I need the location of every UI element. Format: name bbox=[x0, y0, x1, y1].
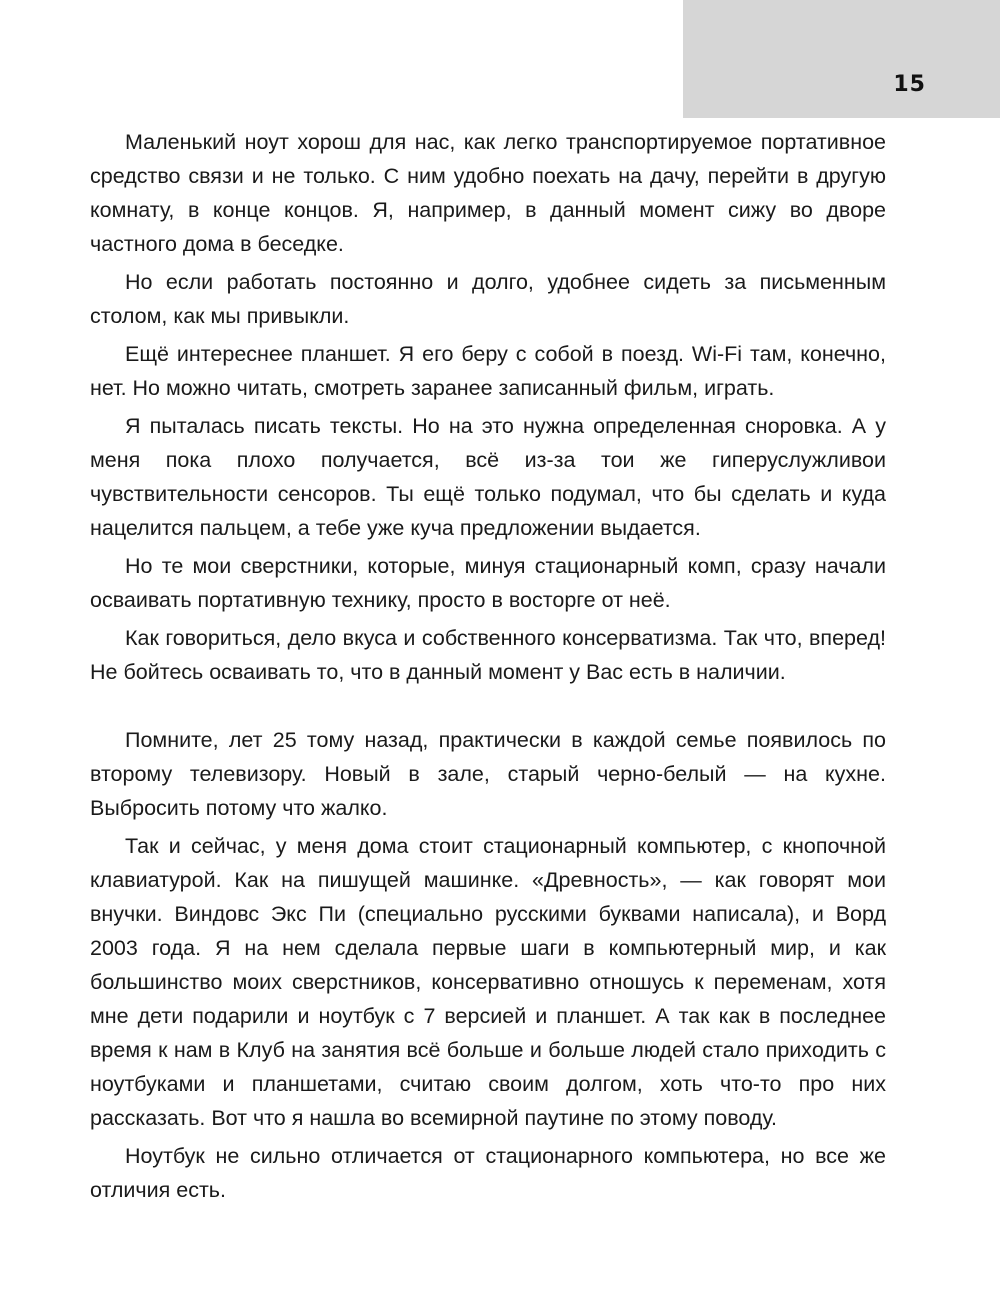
paragraph: Но те мои сверстники, которые, минуя стационарный комп, сразу начали осваивать портативную технику, просто в восторге от неё. bbox=[90, 554, 886, 612]
paragraph: Как говориться, дело вкуса и собственного консерватизма. Так что, вперед! Не бойтесь осваивать то, что в данный момент у Вас есть в наличии. bbox=[90, 626, 886, 684]
paragraph: Ноутбук не сильно отличается от стационарного компьютера, но все же отличия есть. bbox=[90, 1144, 886, 1202]
paragraph: Ещё интереснее планшет. Я его беру с собой в поезд. Wi-Fi там, конечно, нет. Но можно читать, смотреть заранее записанный фильм, играть. bbox=[90, 342, 886, 400]
paragraph: Я пыталась писать тексты. Но на это нужна определенная сноровка. А у меня пока плохо получается, всё из-за тои же гиперуслужливои чувствительности сенсоров. Ты ещё только подумал, что бы сделать и куда нацелится пальцем, а тебе уже куча предложении выдается. bbox=[90, 414, 886, 540]
paragraph: Так и сейчас, у меня дома стоит стационарный компьютер, с кнопочной клавиатурой. Как на пишущей машинке. «Древность», — как говорят мои внучки. Виндовс Экс Пи (специально русскими буквами написала), и Ворд 2003 года. Я на нем сделала первые шаги в компьютерный мир, и как большинство моих сверстников, консервативно отношусь к переменам, хотя мне дети подарили и ноутбук с 7 версией и планшет. А так как в последнее время к нам в Клуб на занятия всё больше и больше людей стало приходить с ноутбуками и планшетами, считаю своим долгом, хоть что-то про них рассказать. Вот что я нашла во всемирной паутине по этому поводу. bbox=[90, 834, 886, 1130]
paragraph: Маленький ноут хорош для нас, как легко транспортируемое портативное средство связи и не только. С ним удобно поехать на дачу, перейти в другую комнату, в конце концов. Я, например, в данный момент сижу во дворе частного дома в беседке. bbox=[90, 130, 886, 256]
page-number-tab bbox=[683, 0, 1000, 118]
paragraph: Но если работать постоянно и долго, удобнее сидеть за письменным столом, как мы привыкли. bbox=[90, 270, 886, 328]
body-text bbox=[90, 125, 886, 1211]
paragraph: Помните, лет 25 тому назад, практически в каждой семье появилось по второму телевизору. Новый в зале, старый черно-белый — на кухне. Выбросить потому что жалко. bbox=[90, 728, 886, 820]
page-number: 15 bbox=[893, 72, 926, 97]
